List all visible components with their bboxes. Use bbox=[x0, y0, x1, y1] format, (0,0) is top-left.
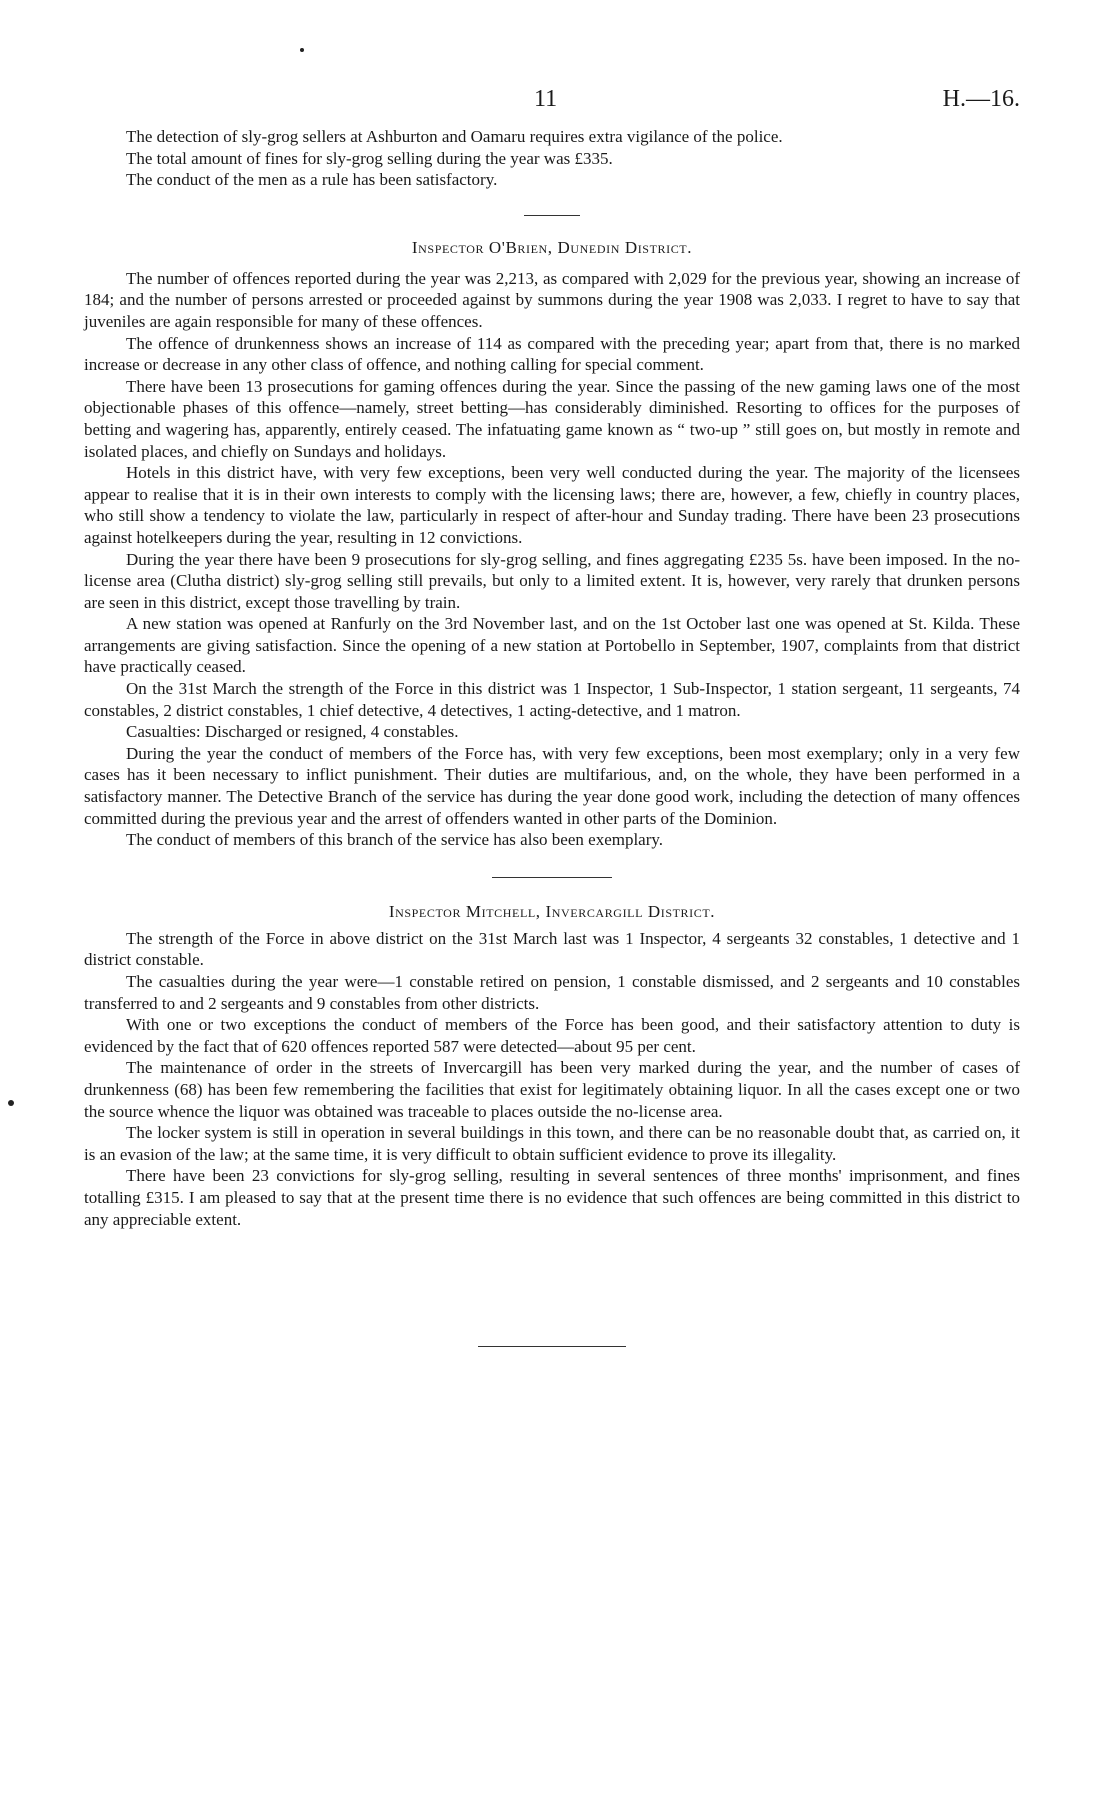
paragraph: The locker system is still in operation in several buildings in this town, and there can be no reasonable doubt that, as carried on, it is an evasion of the law; at the same time, it is very difficult to obtain sufficient evidence to prove its illegality. bbox=[84, 1123, 1020, 1164]
paragraph: The number of offences reported during the year was 2,213, as compared with 2,029 for the previous year, showing an increase of 184; and the number of persons arrested or proceeded against by summons during the year 1908 was 2,033. I regret to have to say that juveniles are again responsible for many of these offences. bbox=[84, 268, 1020, 331]
paragraph: The casualties during the year were—1 constable retired on pension, 1 constable dismissed, and 2 sergeants and 10 constables transferred to and 2 sergeants and 9 constables from other districts. bbox=[84, 972, 1020, 1013]
section-heading: Inspector O'Brien, Dunedin District. bbox=[411, 237, 693, 257]
paragraph: The detection of sly-grog sellers at Ashburton and Oamaru requires extra vigilance of the police. bbox=[126, 127, 783, 146]
page-number: 11 bbox=[534, 86, 558, 112]
intro-section bbox=[84, 126, 1020, 191]
paragraph: With one or two exceptions the conduct of members of the Force has been good, and their satisfactory attention to duty is evidenced by the fact that of 620 offences reported 587 were detected—about 95 per cent. bbox=[84, 1015, 1020, 1056]
paragraph: The total amount of fines for sly-grog selling during the year was £335. bbox=[126, 148, 613, 168]
page-header bbox=[84, 86, 1020, 126]
paragraph: On the 31st March the strength of the Force in this district was 1 Inspector, 1 Sub-Inspector, 1 station sergeant, 11 sergeants, 74 constables, 2 district constables, 1 chief detective, 4 detectives, 1 acting-detective, and 1 matron. bbox=[84, 679, 1020, 720]
section-divider bbox=[492, 877, 612, 878]
paragraph: A new station was opened at Ranfurly on the 3rd November last, and on the 1st October last one was opened at St. Kilda. These arrangements are giving satisfaction. Since the opening of a new station at Portobello in September, 1907, complaints from that district have practically ceased. bbox=[84, 614, 1020, 677]
paragraph: During the year the conduct of members of the Force has, with very few exceptions, been most exemplary; only in a very few cases has it been necessary to inflict punishment. Their duties are multifarious, and, on the whole, they have been performed in a satisfactory manner. The Detective Branch of the service has during the year done good work, including the detection of many offences committed during the previous year and the arrest of offenders wanted in other parts of the Dominion. bbox=[84, 743, 1020, 828]
end-divider bbox=[478, 1346, 626, 1347]
dunedin-section bbox=[84, 268, 1020, 851]
document-page bbox=[84, 86, 1020, 1347]
paragraph: The conduct of members of this branch of the service has also been exemplary. bbox=[126, 830, 664, 850]
paragraph: Hotels in this district have, with very few exceptions, been very well conducted during the year. The majority of the licensees appear to realise that it is in their own interests to comply with the licensing laws; there are, however, a few, chiefly in country places, who still show a tendency to violate the law, particularly in respect of after-hour and Sunday trading. There have been 23 prosecutions against hotelkeepers during the year, resulting in 12 convictions. bbox=[84, 463, 1020, 547]
invercargill-section bbox=[84, 928, 1020, 1230]
scan-speck bbox=[300, 48, 304, 52]
paragraph: The maintenance of order in the streets of Invercargill has been very marked during the year, and the number of cases of drunkenness (68) has been few remembering the facilities that exist for legitimately obtaining liquor. In all the cases except one or two the source whence the liquor was obtained was traceable to places outside the no-license area. bbox=[84, 1058, 1020, 1121]
paragraph: The conduct of the men as a rule has been satisfactory. bbox=[126, 170, 498, 190]
paragraph: During the year there have been 9 prosecutions for sly-grog selling, and fines aggregating £235 5s. have been imposed. In the no-license area (Clutha district) sly-grog selling still prevails, but only to a limited extent. It is, however, very rarely that drunken persons are seen in this district, except those travelling by train. bbox=[84, 549, 1020, 612]
paragraph: Casualties: Discharged or resigned, 4 constables. bbox=[126, 722, 459, 742]
paragraph: There have been 13 prosecutions for gaming offences during the year. Since the passing of the new gaming laws one of the most objectionable phases of this offence—namely, street betting—has considerably diminished. Resorting to offices for the purposes of betting and wagering has, apparently, entirely ceased. The infatuating game known as “ two-up ” still goes on, but mostly in remote and isolated places, and chiefly on Sundays and holidays. bbox=[84, 376, 1020, 461]
paragraph: The offence of drunkenness shows an increase of 114 as compared with the preceding year; apart from that, there is no marked increase or decrease in any other class of offence, and nothing calling for special comment. bbox=[84, 333, 1020, 375]
scan-speck bbox=[8, 1100, 14, 1106]
section-divider bbox=[524, 215, 580, 216]
section-heading: Inspector Mitchell, Invercargill District. bbox=[388, 901, 716, 921]
paragraph: There have been 23 convictions for sly-grog selling, resulting in several sentences of three months' imprisonment, and fines totalling £315. I am pleased to say that at the present time there is no evidence that such offences are being committed in this district to any appreciable extent. bbox=[84, 1166, 1020, 1229]
document-reference: H.—16. bbox=[942, 86, 1020, 112]
paragraph: The strength of the Force in above district on the 31st March last was 1 Inspector, 4 sergeants 32 constables, 1 detective and 1 district constable. bbox=[84, 928, 1020, 970]
